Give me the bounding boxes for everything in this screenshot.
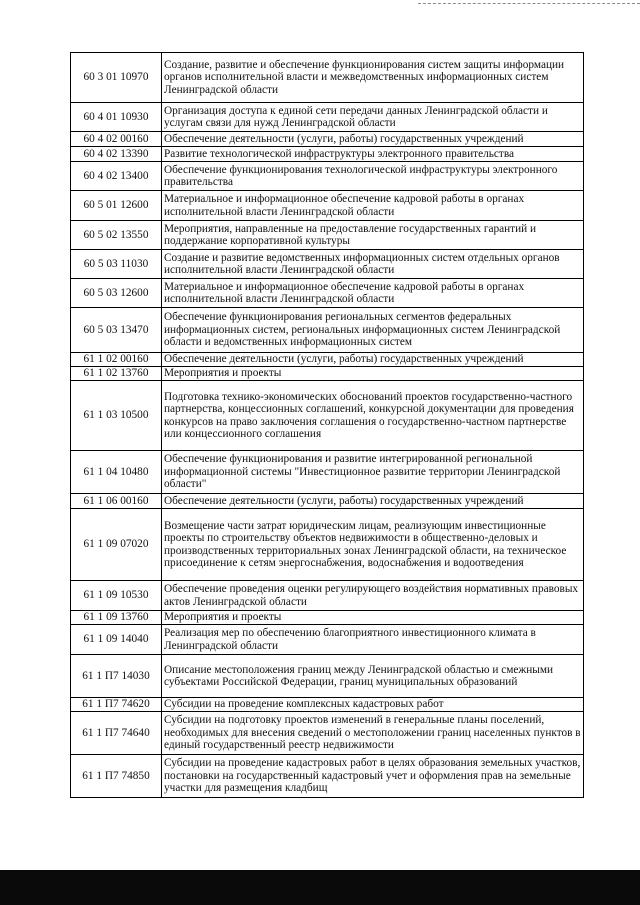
description-cell: Создание, развитие и обеспечение функционирования систем защиты информации органов исполнительной власти и межведомственных информационных систем Ленинградской области bbox=[162, 53, 584, 103]
code-cell: 61 1 П7 74850 bbox=[71, 755, 162, 798]
code-cell: 61 1 П7 74620 bbox=[71, 698, 162, 712]
table-row bbox=[71, 755, 584, 798]
description-cell: Организация доступа к единой сети передачи данных Ленинградской области и услугам связи для нужд Ленинградской области bbox=[162, 103, 584, 132]
table-row bbox=[71, 162, 584, 191]
code-cell: 61 1 02 13760 bbox=[71, 367, 162, 381]
table-row bbox=[71, 611, 584, 625]
description-cell: Описание местоположения границ между Ленинградской областью и смежными субъектами Российской Федерации, границ муниципальных образований bbox=[162, 655, 584, 698]
table-row bbox=[71, 221, 584, 250]
description-cell: Создание и развитие ведомственных информационных систем отдельных органов исполнительной власти Ленинградской области bbox=[162, 250, 584, 279]
table-row bbox=[71, 191, 584, 221]
table-row bbox=[71, 132, 584, 147]
code-cell: 60 5 01 12600 bbox=[71, 191, 162, 221]
table-row bbox=[71, 367, 584, 381]
table-row bbox=[71, 103, 584, 132]
description-cell: Субсидии на проведение кадастровых работ в целях образования земельных участков, постановки на государственный кадастровый учет и оформления прав на земельные участки для размещения кладбищ bbox=[162, 755, 584, 798]
code-cell: 60 4 02 13390 bbox=[71, 147, 162, 162]
description-cell: Обеспечение деятельности (услуги, работы) государственных учреждений bbox=[162, 353, 584, 367]
description-cell: Мероприятия, направленные на предоставление государственных гарантий и поддержание корпоративной культуры bbox=[162, 221, 584, 250]
table-row bbox=[71, 250, 584, 279]
code-cell: 61 1 09 13760 bbox=[71, 611, 162, 625]
table-row bbox=[71, 353, 584, 367]
code-cell: 61 1 02 00160 bbox=[71, 353, 162, 367]
code-cell: 60 3 01 10970 bbox=[71, 53, 162, 103]
code-cell: 61 1 09 07020 bbox=[71, 509, 162, 581]
description-cell: Субсидии на подготовку проектов изменений в генеральные планы поселений, необходимых для внесения сведений о местоположении границ населенных пунктов в единый государственный реестр недвижимости bbox=[162, 712, 584, 755]
code-cell: 61 1 09 10530 bbox=[71, 581, 162, 611]
description-cell: Обеспечение деятельности (услуги, работы) государственных учреждений bbox=[162, 494, 584, 509]
table-row bbox=[71, 625, 584, 655]
description-cell: Мероприятия и проекты bbox=[162, 367, 584, 381]
table-row bbox=[71, 712, 584, 755]
description-cell: Обеспечение деятельности (услуги, работы) государственных учреждений bbox=[162, 132, 584, 147]
code-cell: 61 1 03 10500 bbox=[71, 381, 162, 451]
description-cell: Развитие технологической инфраструктуры электронного правительства bbox=[162, 147, 584, 162]
table-row bbox=[71, 381, 584, 451]
code-cell: 61 1 06 00160 bbox=[71, 494, 162, 509]
scan-edge-line bbox=[418, 3, 640, 4]
description-cell: Материальное и информационное обеспечение кадровой работы в органах исполнительной власти Ленинградской области bbox=[162, 191, 584, 221]
table-row bbox=[71, 698, 584, 712]
description-cell: Обеспечение функционирования технологической инфраструктуры электронного правительства bbox=[162, 162, 584, 191]
code-cell: 60 4 01 10930 bbox=[71, 103, 162, 132]
description-cell: Реализация мер по обеспечению благоприятного инвестиционного климата в Ленинградской области bbox=[162, 625, 584, 655]
description-cell: Мероприятия и проекты bbox=[162, 611, 584, 625]
table-row bbox=[71, 494, 584, 509]
code-cell: 60 5 03 12600 bbox=[71, 279, 162, 308]
description-cell: Субсидии на проведение комплексных кадастровых работ bbox=[162, 698, 584, 712]
description-cell: Возмещение части затрат юридическим лицам, реализующим инвестиционные проекты по строительству объектов недвижимости в общественно-деловых и производственных территориальных зонах Ленинградской области, на техническое присоединение к сетям энергоснабжения, водоснабжения и водоотведения bbox=[162, 509, 584, 581]
table-row bbox=[71, 308, 584, 353]
code-cell: 61 1 П7 74640 bbox=[71, 712, 162, 755]
description-cell: Обеспечение проведения оценки регулирующего воздействия нормативных правовых актов Ленинградской области bbox=[162, 581, 584, 611]
scan-bottom-border bbox=[0, 870, 640, 905]
table-row bbox=[71, 451, 584, 494]
table-row bbox=[71, 581, 584, 611]
code-cell: 61 1 04 10480 bbox=[71, 451, 162, 494]
table-row bbox=[71, 655, 584, 698]
description-cell: Подготовка технико-экономических обоснований проектов государственно-частного партнерства, концессионных соглашений, конкурсной документации для проведения конкурсов на право заключения соглашения о государственно-частном партнерстве или концессионного соглашения bbox=[162, 381, 584, 451]
code-cell: 60 5 03 11030 bbox=[71, 250, 162, 279]
code-cell: 61 1 09 14040 bbox=[71, 625, 162, 655]
table-row bbox=[71, 53, 584, 103]
code-cell: 60 4 02 13400 bbox=[71, 162, 162, 191]
table-row bbox=[71, 147, 584, 162]
code-cell: 60 4 02 00160 bbox=[71, 132, 162, 147]
table-row bbox=[71, 509, 584, 581]
budget-classification-table bbox=[70, 52, 584, 798]
table-body bbox=[71, 53, 584, 798]
code-cell: 61 1 П7 14030 bbox=[71, 655, 162, 698]
table-row bbox=[71, 279, 584, 308]
description-cell: Обеспечение функционирования региональных сегментов федеральных информационных систем, региональных информационных систем Ленинградской области и ведомственных информационных систем bbox=[162, 308, 584, 353]
code-cell: 60 5 02 13550 bbox=[71, 221, 162, 250]
code-cell: 60 5 03 13470 bbox=[71, 308, 162, 353]
description-cell: Обеспечение функционирования и развитие интегрированной региональной информационной системы "Инвестиционное развитие территории Ленинградской области" bbox=[162, 451, 584, 494]
description-cell: Материальное и информационное обеспечение кадровой работы в органах исполнительной власти Ленинградской области bbox=[162, 279, 584, 308]
